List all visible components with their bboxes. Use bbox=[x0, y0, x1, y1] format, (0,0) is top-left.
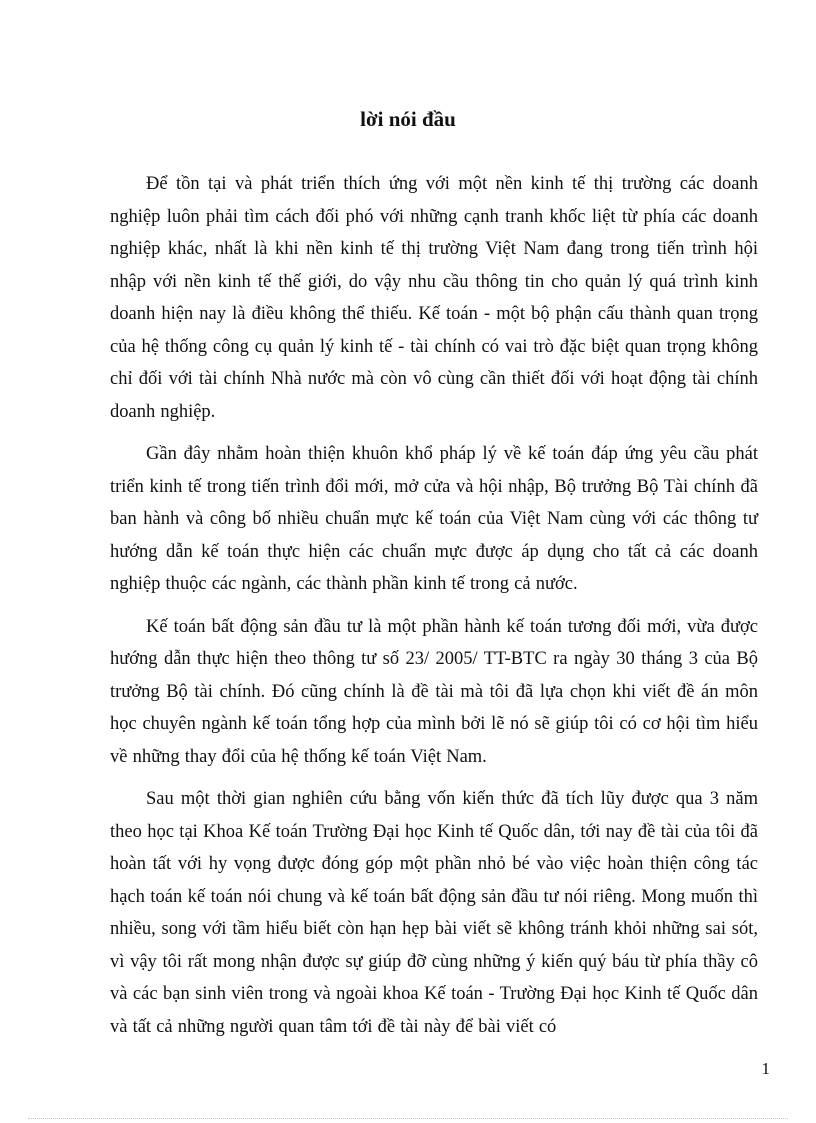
page-bottom-divider bbox=[28, 1118, 788, 1119]
paragraph-4: Sau một thời gian nghiên cứu bằng vốn kiến thức đã tích lũy được qua 3 năm theo học tại Khoa Kế toán Trường Đại học Kinh tế Quốc dân, tới nay đề tài của tôi đã hoàn tất với hy vọng được đóng góp một phần nhỏ bé vào việc hoàn thiện công tác hạch toán kế toán nói chung và kế toán bất động sản đầu tư nói riêng. Mong muốn thì nhiều, song với tầm hiểu biết còn hạn hẹp bài viết sẽ không tránh khỏi những sai sót, vì vậy tôi rất mong nhận được sự giúp đỡ cùng những ý kiến quý báu từ phía thầy cô và các bạn sinh viên trong và ngoài khoa Kế toán - Trường Đại học Kinh tế Quốc dân và tất cả những người quan tâm tới đề tài này để bài viết có bbox=[110, 789, 758, 1037]
page-number: 1 bbox=[761, 1059, 770, 1078]
document-body bbox=[110, 168, 758, 1053]
page-title: lời nói đầu bbox=[360, 107, 456, 131]
paragraph-1: Để tồn tại và phát triển thích ứng với một nền kinh tế thị trường các doanh nghiệp luôn phải tìm cách đối phó với những cạnh tranh khốc liệt từ phía các doanh nghiệp khác, nhất là khi nền kinh tế thị trường Việt Nam đang trong tiến trình hội nhập với nền kinh tế thế giới, do vậy nhu cầu thông tin cho quản lý quá trình kinh doanh hiện nay là điều không thể thiếu. Kế toán - một bộ phận cấu thành quan trọng của hệ thống công cụ quản lý kinh tế - tài chính có vai trò đặc biệt quan trọng không chỉ đối với tài chính Nhà nước mà còn vô cùng cần thiết đối với hoạt động tài chính doanh nghiệp. bbox=[110, 174, 758, 422]
paragraph-2: Gần đây nhằm hoàn thiện khuôn khổ pháp lý về kế toán đáp ứng yêu cầu phát triển kinh tế trong tiến trình đổi mới, mở cửa và hội nhập, Bộ trưởng Bộ Tài chính đã ban hành và công bố nhiều chuẩn mực kế toán của Việt Nam cùng với các thông tư hướng dẫn kế toán thực hiện các chuẩn mực được áp dụng cho tất cả các doanh nghiệp thuộc các ngành, các thành phần kinh tế trong cả nước. bbox=[110, 444, 758, 594]
paragraph-3: Kế toán bất động sản đầu tư là một phần hành kế toán tương đối mới, vừa được hướng dẫn thực hiện theo thông tư số 23/ 2005/ TT-BTC ra ngày 30 tháng 3 của Bộ trưởng Bộ tài chính. Đó cũng chính là đề tài mà tôi đã lựa chọn khi viết đề án môn học chuyên ngành kế toán tổng hợp của mình bởi lẽ nó sẽ giúp tôi có cơ hội tìm hiểu về những thay đổi của hệ thống kế toán Việt Nam. bbox=[110, 616, 758, 767]
